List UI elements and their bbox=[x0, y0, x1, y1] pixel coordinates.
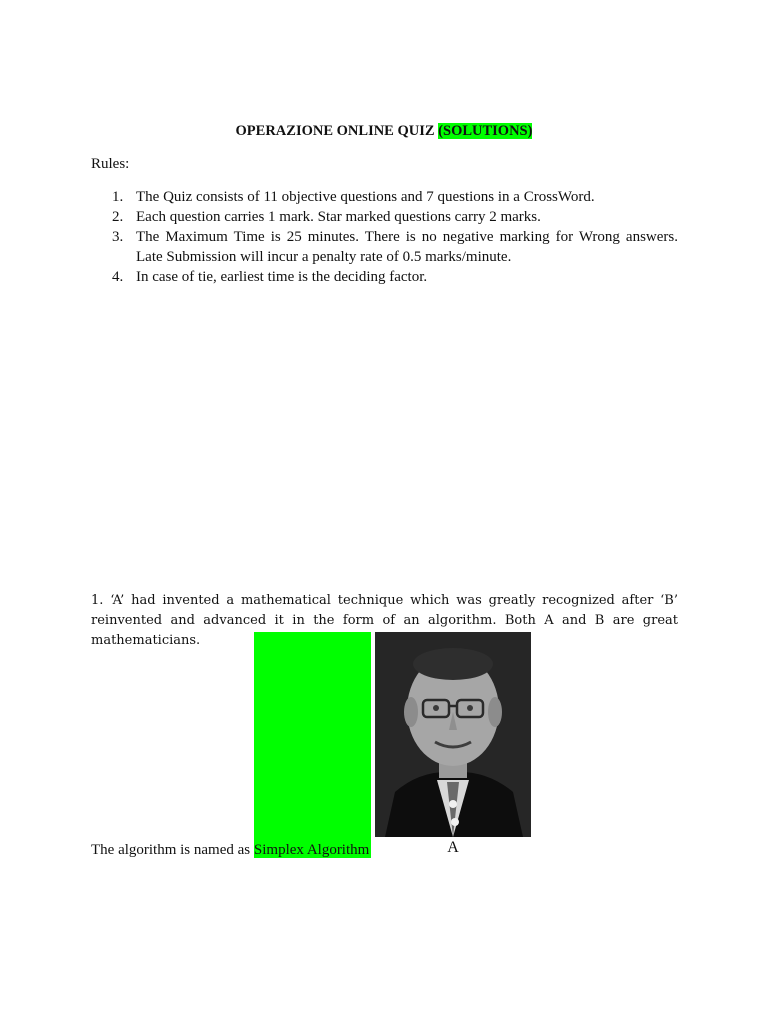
rule-item bbox=[91, 227, 678, 267]
answer-prefix: The algorithm is named as bbox=[91, 842, 251, 858]
portrait-photo bbox=[375, 632, 531, 837]
rule-number: 2. bbox=[112, 209, 124, 225]
rule-number: 3. bbox=[112, 229, 124, 245]
rule-text: In case of tie, earliest time is the deciding factor. bbox=[136, 269, 428, 285]
rule-item bbox=[91, 207, 678, 227]
rule-item bbox=[91, 267, 678, 287]
answer-highlight-block bbox=[254, 632, 371, 858]
rules-list bbox=[91, 187, 678, 287]
rule-number: 1. bbox=[112, 189, 124, 205]
portrait-image bbox=[375, 632, 531, 837]
answer-line bbox=[91, 840, 369, 860]
rule-text: Each question carries 1 mark. Star marked questions carry 2 marks. bbox=[136, 209, 541, 225]
rule-number: 4. bbox=[112, 269, 124, 285]
question-1-text: 1. ‘A’ had invented a mathematical technique which was greatly recognized after ‘B’ reinvented and advanced it in the form of an algorithm. Both A and B are great mathematicians. bbox=[91, 593, 678, 648]
rules-label: Rules: bbox=[91, 156, 130, 172]
title-main: OPERAZIONE ONLINE QUIZ bbox=[235, 123, 435, 139]
photo-label: A bbox=[447, 839, 459, 856]
title-highlight: (SOLUTIONS) bbox=[438, 123, 533, 139]
rule-item bbox=[91, 187, 678, 207]
rule-text: The Quiz consists of 11 objective questions and 7 questions in a CrossWord. bbox=[136, 189, 595, 205]
answer-text: Simplex Algorithm bbox=[253, 842, 370, 858]
rule-text: The Maximum Time is 25 minutes. There is no negative marking for Wrong answers. Late Submission will incur a penalty rate of 0.5 marks/minute. bbox=[136, 229, 678, 265]
page-title bbox=[0, 122, 768, 140]
